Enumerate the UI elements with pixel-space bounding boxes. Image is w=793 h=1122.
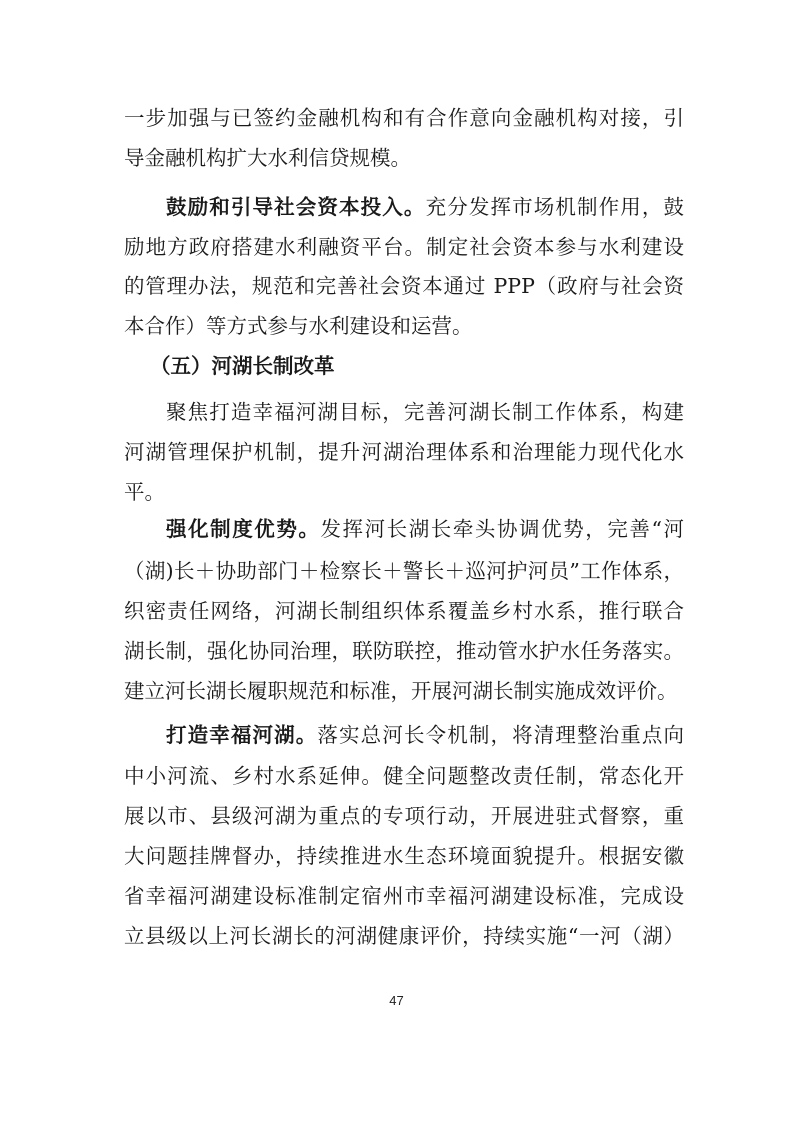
body-text-line: 平。 (124, 480, 165, 504)
paragraph-text: 发挥河长湖长牵头协调优势，完善“河 (320, 517, 684, 541)
paragraph-lead-bold: 强化制度优势。 (166, 517, 321, 541)
paragraph-text: 落实总河长令机制，将清理整治重点向 (317, 723, 684, 747)
paragraph-lead-bold: 打造幸福河湖。 (166, 723, 318, 747)
body-text-line: 的管理办法，规范和完善社会资本通过 PPP（政府与社会资 (124, 274, 684, 298)
body-text-line: 励地方政府搭建水利融资平台。制定社会资本参与水利建设 (124, 235, 684, 259)
body-text-line: 湖长制，强化协同治理，联防联控，推动管水护水任务落实。 (124, 639, 684, 663)
paragraph-first-line (166, 509, 684, 549)
body-text-line: 织密责任网络，河湖长制组织体系覆盖乡村水系，推行联合 (124, 599, 684, 623)
body-text-line: 导金融机构扩大水利信贷规模。 (124, 146, 411, 170)
body-text-line: 一步加强与已签约金融机构和有合作意向金融机构对接，引 (124, 106, 684, 130)
paragraph-text: 充分发挥市场机制作用，鼓 (425, 195, 684, 219)
body-text-line: 聚焦打造幸福河湖目标，完善河湖长制工作体系，构建 (166, 400, 684, 424)
body-text-line: 本合作）等方式参与水利建设和运营。 (124, 314, 473, 338)
body-text-line: 立县级以上河长湖长的河湖健康评价，持续实施“一河（湖） (124, 924, 684, 948)
page-number: 47 (389, 993, 404, 1008)
paragraph-first-line (166, 187, 684, 227)
body-text-line: 河湖管理保护机制，提升河湖治理体系和治理能力现代化水 (124, 440, 684, 464)
body-text-line: 中小河流、乡村水系延伸。健全问题整改责任制，常态化开 (124, 764, 684, 788)
paragraph-lead-bold: 鼓励和引导社会资本投入。 (166, 195, 426, 219)
body-text-line: 建立河长湖长履职规范和标准，开展河湖长制实施成效评价。 (124, 679, 678, 703)
body-text-line: 大问题挂牌督办，持续推进水生态环境面貌提升。根据安徽 (124, 844, 684, 868)
body-text-line: 展以市、县级河湖为重点的专项行动，开展进驻式督察，重 (124, 804, 684, 828)
body-text-line: 省幸福河湖建设标准制定宿州市幸福河湖建设标准，完成设 (124, 884, 684, 908)
section-heading: （五）河湖长制改革 (150, 354, 335, 378)
body-text-line: （湖)长＋协助部门＋检察长＋警长＋巡河护河员”工作体系， (124, 559, 684, 583)
paragraph-first-line (166, 715, 684, 755)
